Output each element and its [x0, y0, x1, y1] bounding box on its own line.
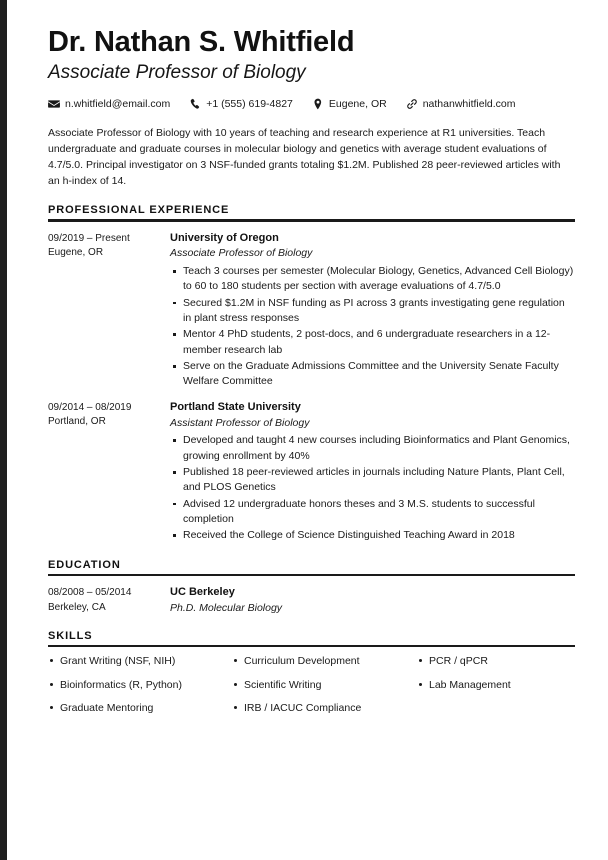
skill-list	[417, 654, 567, 692]
entry-location: Berkeley, CA	[48, 601, 106, 613]
phone-icon	[189, 98, 201, 110]
skill-item: Scientific Writing	[232, 678, 417, 693]
section-title-experience: PROFESSIONAL EXPERIENCE	[48, 204, 230, 217]
entry-location: Eugene, OR	[48, 247, 104, 259]
section-education	[48, 559, 575, 616]
contact-phone[interactable]	[189, 98, 293, 110]
contact-email-text: n.whitfield@email.com	[65, 98, 171, 111]
entry-bullets	[170, 433, 575, 543]
skills-column	[232, 654, 417, 725]
skills-column	[417, 654, 567, 725]
entry-date-range: 09/2014 – 08/2019	[48, 401, 132, 413]
resume-page	[7, 0, 608, 860]
skill-item: Graduate Mentoring	[48, 701, 232, 716]
contact-email[interactable]	[48, 98, 170, 110]
bullet-item: Published 18 peer-reviewed articles in journals including Nature Plants, Plant Cell, and PLOS Genetics	[170, 465, 575, 496]
entry-dates	[48, 585, 170, 616]
entry-dates	[48, 400, 170, 545]
section-skills	[48, 630, 575, 726]
skill-list	[48, 654, 232, 716]
envelope-icon	[48, 98, 60, 110]
contact-location[interactable]	[312, 98, 387, 110]
bullet-item: Secured $1.2M in NSF funding as PI across 3 grants investigating gene regulation in plant stress responses	[170, 296, 575, 327]
contact-phone-text: +1 (555) 619-4827	[206, 98, 293, 111]
skills-columns	[48, 654, 575, 725]
entry-organization: University of Oregon	[170, 231, 279, 244]
education-entry	[48, 585, 575, 616]
entry-organization: UC Berkeley	[170, 586, 235, 599]
skill-item: Lab Management	[417, 678, 567, 693]
section-rule	[48, 574, 575, 577]
contact-website[interactable]	[406, 98, 516, 110]
experience-entry	[48, 400, 575, 545]
section-title-education: EDUCATION	[48, 558, 121, 571]
section-rule	[48, 645, 575, 648]
map-pin-icon	[312, 98, 324, 110]
bullet-item: Developed and taught 4 new courses including Bioinformatics and Plant Genomics, growing enrollment by 40%	[170, 433, 575, 464]
professional-summary: Associate Professor of Biology with 10 years of teaching and research experience at R1 universities. Teach undergraduate and graduate courses in molecular biology and genetics with average student evaluations of 4.7/5.0. Principal investigator on 3 NSF-funded grants totaling $1.2M. Published 28 peer-reviewed articles with an h-index of 14.	[48, 127, 561, 188]
entry-body	[170, 400, 575, 545]
skill-item: PCR / qPCR	[417, 654, 567, 669]
section-title-skills: SKILLS	[48, 629, 93, 642]
bullet-item: Serve on the Graduate Admissions Committee and the University Senate Faculty Welfare Committee	[170, 359, 575, 390]
page-title: Dr. Nathan S. Whitfield	[48, 26, 355, 58]
skill-item: Grant Writing (NSF, NIH)	[48, 654, 232, 669]
entry-date-range: 08/2008 – 05/2014	[48, 587, 132, 599]
entry-date-range: 09/2019 – Present	[48, 232, 130, 244]
skill-item: Bioinformatics (R, Python)	[48, 678, 232, 693]
bullet-item: Received the College of Science Distinguished Teaching Award in 2018	[170, 528, 575, 543]
entry-role: Associate Professor of Biology	[170, 247, 313, 260]
skill-item: IRB / IACUC Compliance	[232, 701, 417, 716]
contact-location-text: Eugene, OR	[328, 98, 387, 111]
contact-website-text: nathanwhitfield.com	[422, 98, 516, 111]
entry-role: Ph.D. Molecular Biology	[170, 601, 283, 614]
page-left-edge-band	[0, 0, 7, 860]
skill-list	[232, 654, 417, 716]
entry-role: Assistant Professor of Biology	[170, 416, 310, 429]
headline-subtitle: Associate Professor of Biology	[48, 62, 306, 84]
section-rule	[48, 219, 575, 222]
entry-body	[170, 585, 575, 616]
bullet-item: Mentor 4 PhD students, 2 post-docs, and 6 undergraduate researchers in a 12-member research lab	[170, 327, 575, 358]
link-icon	[406, 98, 418, 110]
section-experience	[48, 204, 575, 544]
entry-organization: Portland State University	[170, 400, 301, 413]
resume-header	[48, 0, 575, 110]
skill-item: Curriculum Development	[232, 654, 417, 669]
entry-location: Portland, OR	[48, 416, 106, 428]
entry-bullets	[170, 264, 575, 390]
bullet-item: Advised 12 undergraduate honors theses and 3 M.S. students to successful completion	[170, 497, 575, 528]
entry-body	[170, 231, 575, 391]
skills-column	[48, 654, 232, 725]
bullet-item: Teach 3 courses per semester (Molecular Biology, Genetics, Advanced Cell Biology) to 60 to 180 students per section with average evaluations of 4.7/5.0	[170, 264, 575, 295]
contact-row	[48, 98, 575, 110]
experience-entry	[48, 231, 575, 391]
entry-dates	[48, 231, 170, 391]
